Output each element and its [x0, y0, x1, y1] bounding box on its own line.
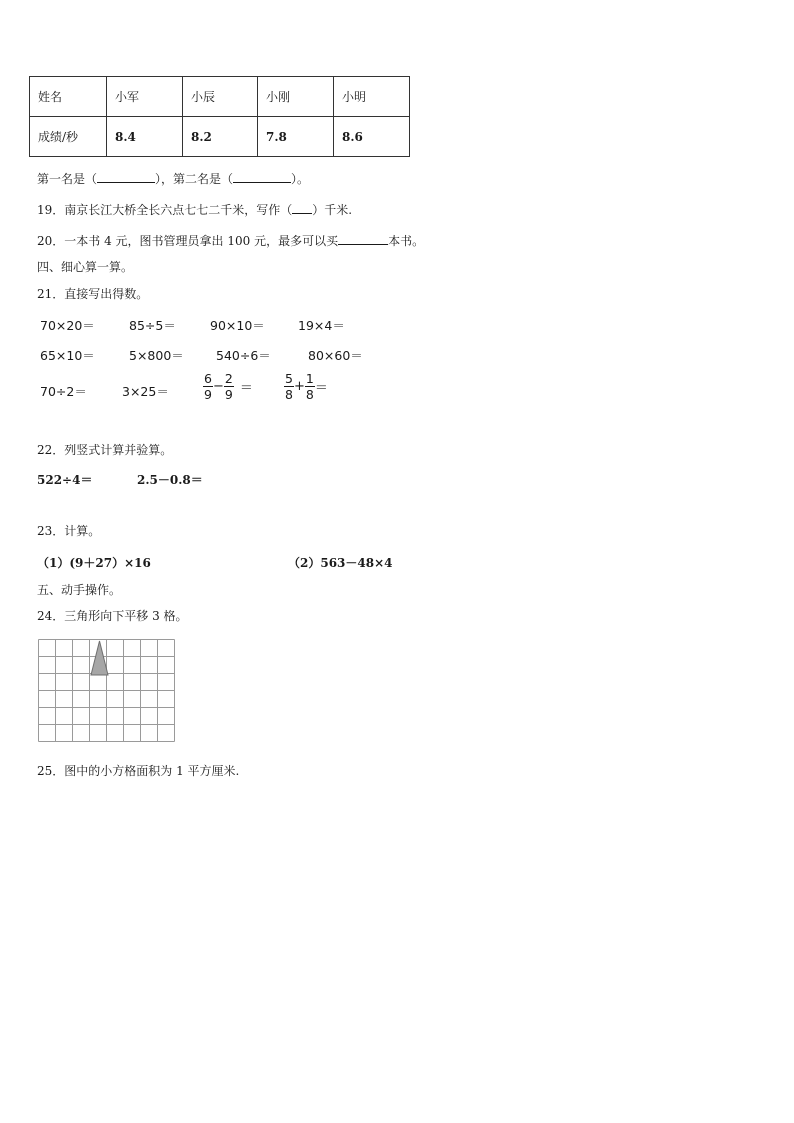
fraction-denominator: 9 — [204, 387, 212, 402]
fraction — [284, 371, 294, 402]
calc-item: 540÷6＝ — [216, 348, 271, 363]
triangle-shape[interactable] — [91, 641, 108, 675]
calc-item: 19×4＝ — [298, 318, 345, 333]
calc-item: 65×10＝ — [40, 348, 95, 363]
answer-blank[interactable] — [292, 202, 312, 214]
operator: + — [293, 379, 305, 394]
fraction-expression — [284, 371, 328, 402]
q20-text-2: 本书。 — [388, 234, 425, 248]
operator: − — [212, 379, 224, 394]
fraction-denominator: 8 — [305, 387, 314, 402]
table-cell: 小军 — [107, 77, 183, 117]
calc-item: 3×25＝ — [122, 384, 169, 399]
table-cell: 8.6 — [334, 117, 410, 157]
answer-blank[interactable] — [338, 233, 388, 245]
table-cell: 7.8 — [258, 117, 334, 157]
fraction-denominator: 8 — [285, 387, 293, 402]
table-cell: 8.4 — [107, 117, 183, 157]
fraction-numerator: 5 — [285, 371, 293, 386]
q20-text-1: 20．一本书 4 元，图书管理员拿出 100 元，最多可以买 — [37, 234, 339, 248]
q18-text-2: ），第二名是（ — [155, 172, 234, 186]
q18-answer-line — [37, 170, 309, 187]
score-table-value-row — [30, 117, 410, 157]
answer-blank[interactable] — [97, 171, 155, 183]
question-20 — [37, 232, 424, 249]
grid-lines — [39, 640, 175, 742]
fraction — [203, 371, 213, 402]
fraction-numerator: 6 — [204, 371, 212, 386]
calc-item: 70×20＝ — [40, 318, 95, 333]
calc-item: 70÷2＝ — [40, 384, 87, 399]
table-cell: 小辰 — [183, 77, 258, 117]
calc-item: 2.5－0.8＝ — [137, 473, 203, 487]
section-heading-5: 五、动手操作。 — [37, 583, 122, 597]
fraction-numerator: 1 — [305, 371, 314, 386]
q19-text-2: ）千米. — [312, 203, 353, 217]
table-cell: 小刚 — [258, 77, 334, 117]
table-cell: 小明 — [334, 77, 410, 117]
table-cell: 8.2 — [183, 117, 258, 157]
answer-blank[interactable] — [233, 171, 291, 183]
q19-text-1: 19．南京长江大桥全长六点七七二千米，写作（ — [37, 203, 293, 217]
equals-sign: ＝ — [314, 381, 328, 396]
question-23-title: 23．计算。 — [37, 524, 101, 538]
score-table — [29, 76, 410, 157]
fraction-denominator: 9 — [224, 387, 233, 402]
equals-sign: ＝ — [239, 381, 253, 396]
fraction — [224, 371, 234, 402]
question-21-title: 21．直接写出得数。 — [37, 287, 149, 301]
fraction-expression — [203, 371, 253, 402]
calc-item: 85÷5＝ — [129, 318, 176, 333]
score-table-header-row — [30, 77, 410, 117]
calc-item: 522÷4＝ — [37, 473, 93, 487]
question-24-title: 24．三角形向下平移 3 格。 — [37, 609, 188, 623]
question-22-title: 22．列竖式计算并验算。 — [37, 443, 173, 457]
calc-item: 90×10＝ — [210, 318, 265, 333]
fraction — [305, 371, 315, 402]
calc-item: （1）(9＋27）×16 — [37, 556, 151, 570]
question-19 — [37, 201, 352, 218]
table-cell: 姓名 — [30, 77, 107, 117]
table-cell: 成绩/秒 — [30, 117, 107, 157]
section-heading-4: 四、细心算一算。 — [37, 260, 134, 274]
q18-text-1: 第一名是（ — [37, 172, 98, 186]
calc-item: （2）563－48×4 — [288, 556, 393, 570]
question-25-title: 25．图中的小方格面积为 1 平方厘米. — [37, 764, 240, 778]
q18-text-3: ）。 — [291, 172, 310, 186]
calc-item: 5×800＝ — [129, 348, 184, 363]
calc-item: 80×60＝ — [308, 348, 363, 363]
fraction-numerator: 2 — [224, 371, 233, 386]
square-grid[interactable] — [38, 639, 176, 745]
